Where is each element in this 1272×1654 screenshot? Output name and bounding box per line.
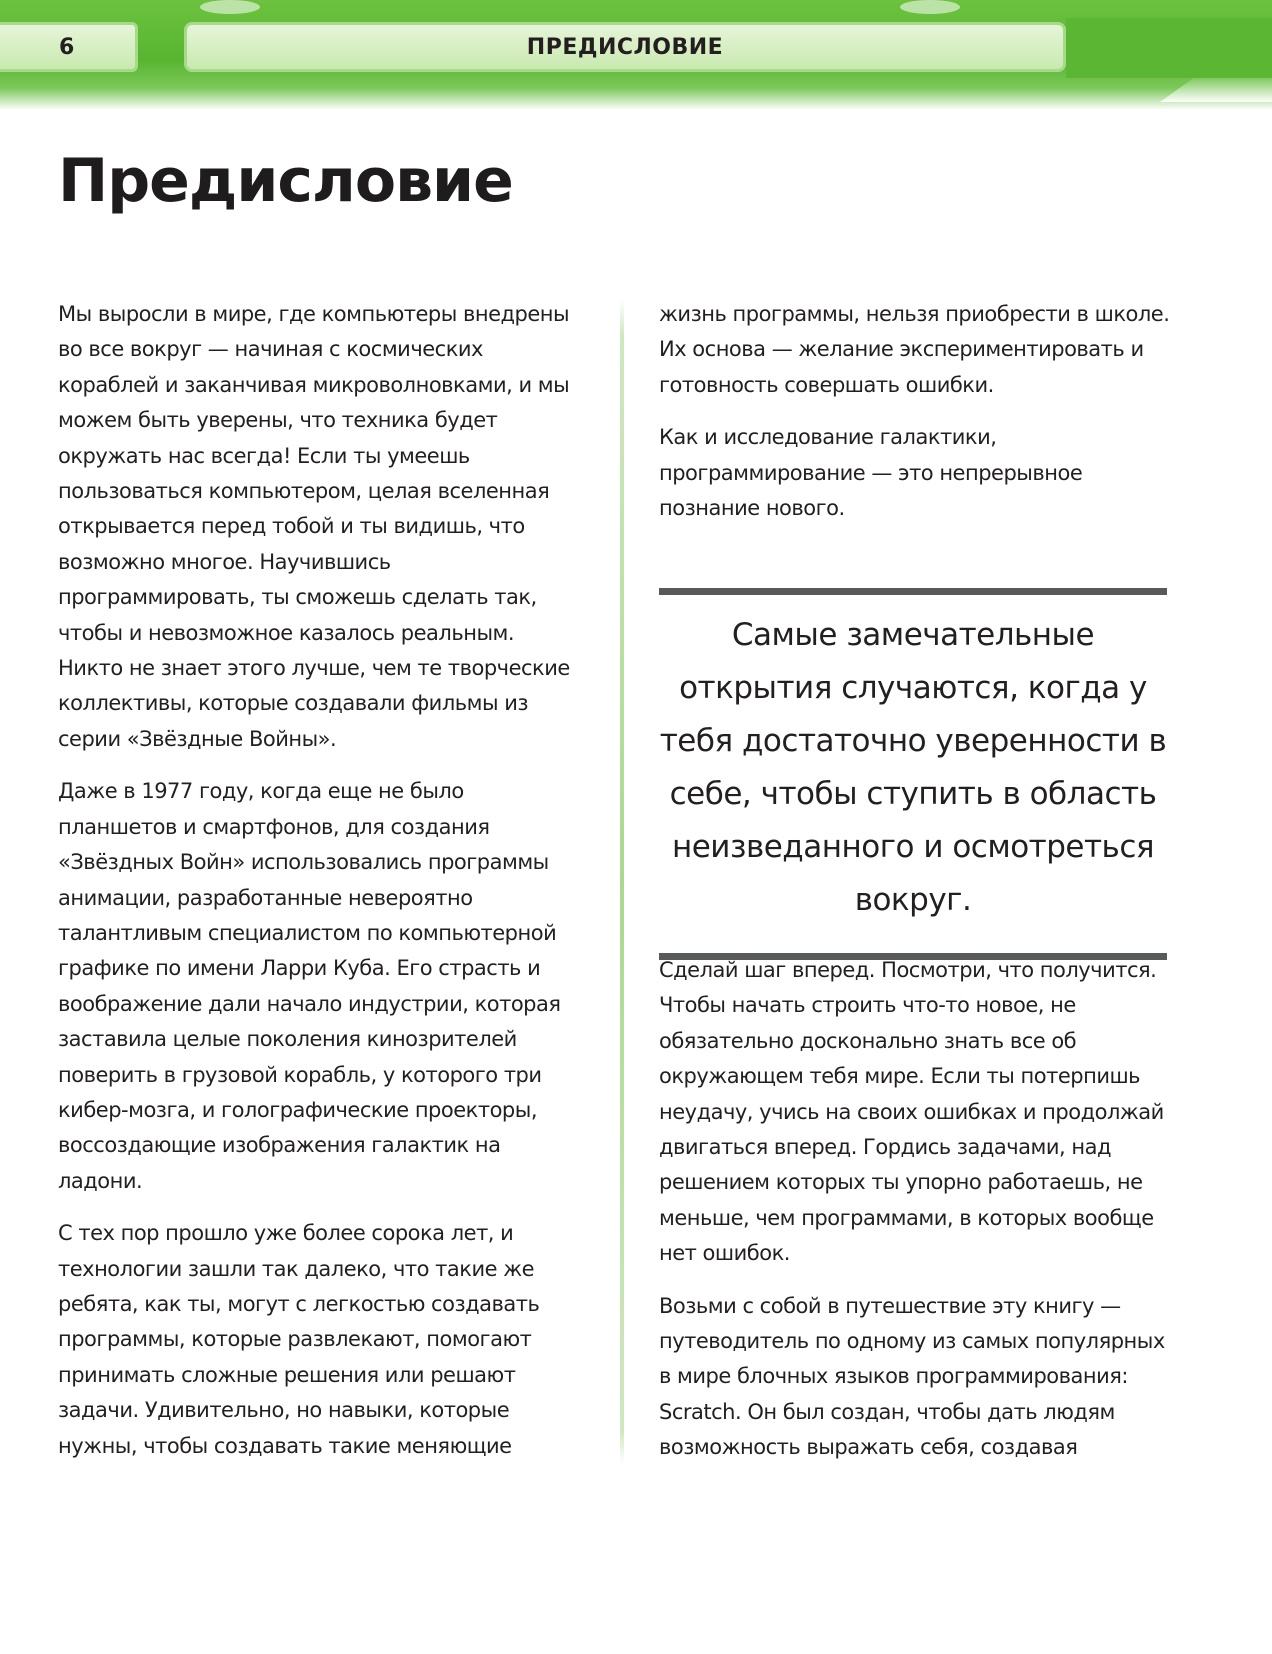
paragraph: Как и исследование галактики, программирование — это непрерывное познание нового. [659,425,1083,521]
page-number-tab [0,22,138,72]
right-column-bottom [659,953,1179,1483]
running-title-tab [184,22,1066,72]
paragraph: жизнь программы, нельзя приобрести в школе. Их основа — желание экспериментировать и готовность совершать ошибки. [659,302,1170,397]
right-column-top [659,297,1179,543]
header-wedge [1066,18,1272,78]
page-title: Предисловие [58,146,513,216]
pull-quote [659,588,1167,960]
star-glow [900,0,960,14]
left-column [58,297,578,1481]
paragraph: Сделай шаг вперед. Посмотри, что получится. Чтобы начать строить что-то новое, не обязательно досконально знать все об окружающем тебя мире. Если ты потерпишь неудачу, учись на своих ошибках и продолжай двигаться вперед. Гордись задачами, над решением которых ты упорно работаешь, не меньше, чем программами, в которых вообще нет ошибок. [659,958,1164,1266]
paragraph: Возьми с собой в путешествие эту книгу — путеводитель по одному из самых популярных в мире блочных языков программирования: Scratch. Он был создан, чтобы дать людям возможность выражать себя, создавая [659,1293,1165,1460]
paragraph: С тех пор прошло уже более сорока лет, и технологии зашли так далеко, что такие же ребята, как ты, могут с легкостью создавать программы, которые развлекают, помогают принимать сложные решения или решают задачи. Удивительно, но навыки, которые нужны, чтобы создавать такие меняющие [58,1221,540,1458]
quote-rule-top [659,588,1167,595]
paragraph: Мы выросли в мире, где компьютеры внедрены во все вокруг — начиная с космических кораблей и заканчивая микроволновками, и мы можем быть уверены, что техника будет окружать нас всегда! Если ты умеешь пользоваться компьютером, целая вселенная открывается перед тобой и ты видишь, что возможно многое. Научившись программировать, ты сможешь сделать так, чтобы и невозможное казалось реальным. Никто не знает этого лучше, чем те творческие коллективы, которые создавали фильмы из серии «Звёздные Войны». [58,302,570,751]
pull-quote-text: Самые замечательные открытия случаются, когда у тебя достаточно уверенности в себе, чтобы ступить в область неизведанного и осмотреться вокруг. [659,617,1167,918]
running-title: ПРЕДИСЛОВИЕ [526,34,724,60]
column-divider [620,300,624,1465]
page-number: 6 [59,34,75,60]
paragraph: Даже в 1977 году, когда еще не было планшетов и смартфонов, для создания «Звёздных Войн» использовались программы анимации, разработанные невероятно талантливым специалистом по компьютерной графике по имени Ларри Куба. Его страсть и воображение дали начало индустрии, которая заставила целые поколения кинозрителей поверить в грузовой корабль, у которого три кибер-мозга, и голографические проекторы, воссоздающие изображения галактик на ладони. [58,779,561,1193]
star-glow [200,0,260,14]
